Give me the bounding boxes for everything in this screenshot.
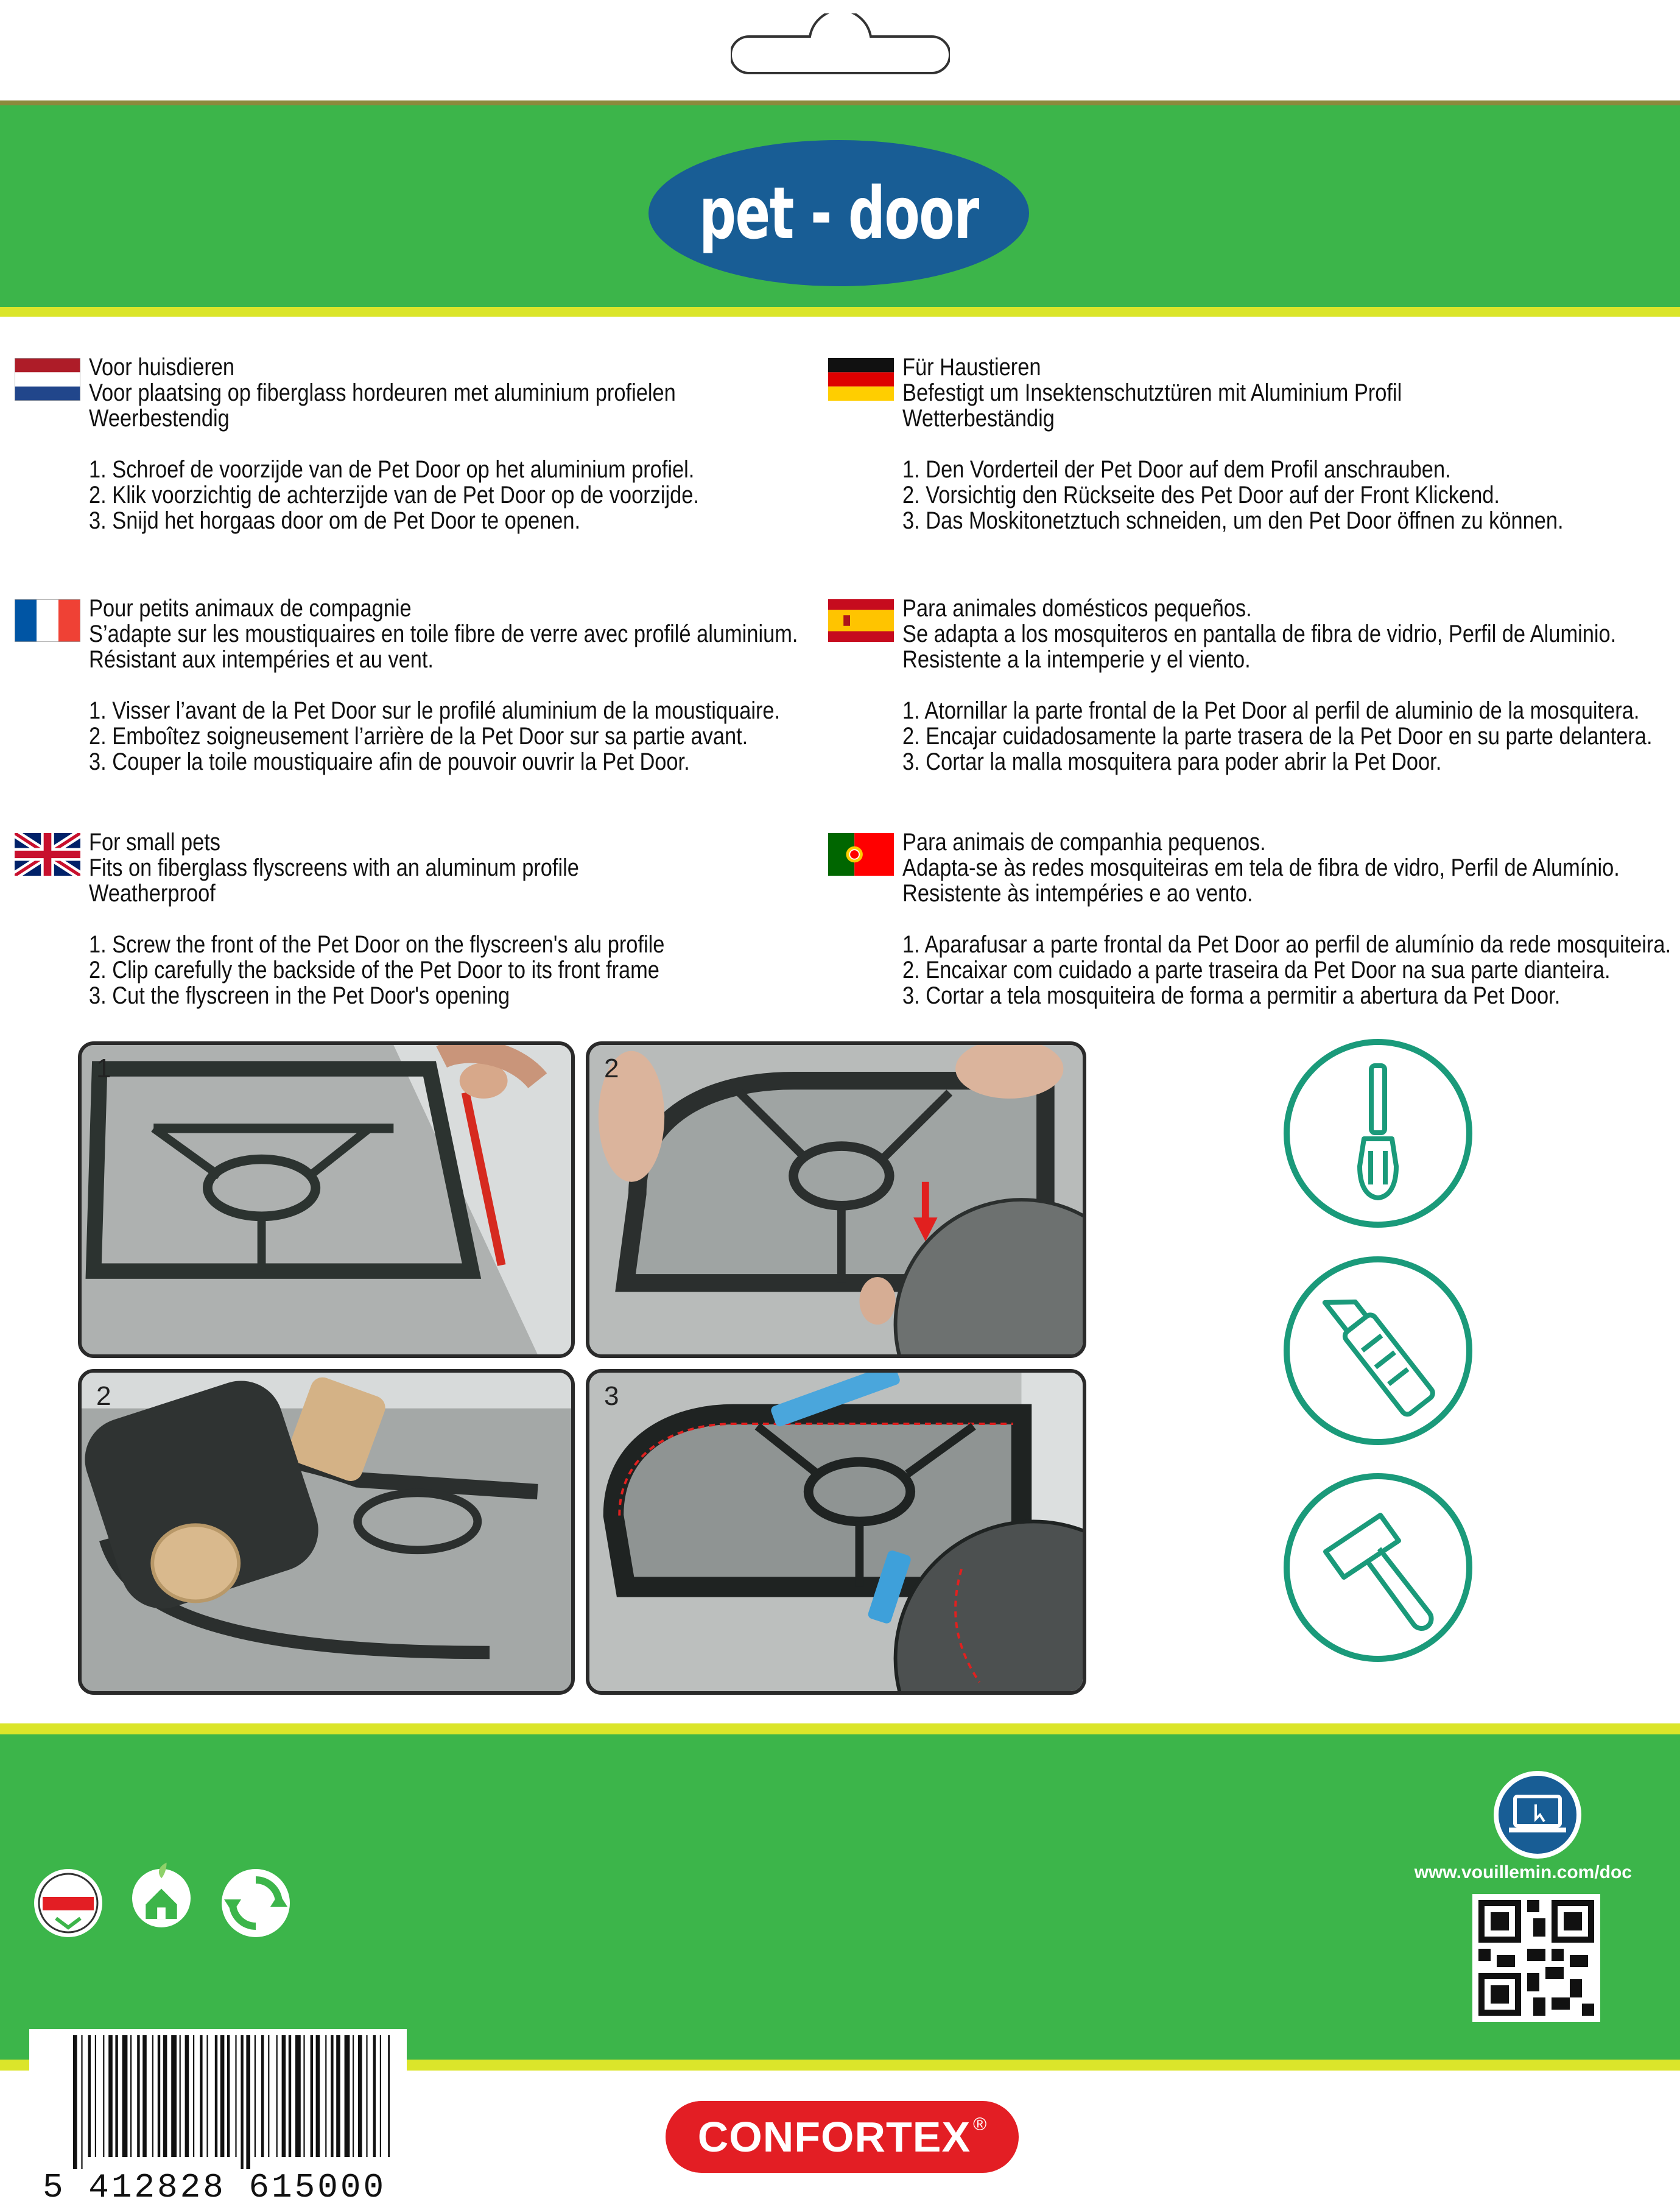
lang-line: Resistente às intempéries e ao vento.	[902, 880, 1253, 907]
instruction-step: 3. Snijd het horgaas door om de Pet Door te openen.	[89, 507, 581, 534]
lang-line: Fits on fiberglass flyscreens with an aluminum profile	[89, 854, 579, 881]
lang-heading: Für Haustieren	[902, 354, 1041, 381]
lang-heading: Pour petits animaux de compagnie	[89, 595, 412, 622]
cutter-knife-icon	[1283, 1256, 1473, 1446]
flag-gb-icon	[15, 833, 80, 876]
eco-house-icon	[125, 1857, 198, 1930]
step-photo-clip	[586, 1041, 1086, 1358]
step-photo-cut	[586, 1369, 1086, 1695]
brand-oval	[648, 140, 1029, 286]
flag-de-icon	[828, 358, 894, 401]
step-photo-screw	[78, 1041, 575, 1358]
website-url[interactable]: www.vouillemin.com/doc	[1414, 1862, 1632, 1882]
instruction-step: 1. Den Vorderteil der Pet Door auf dem Profil anschrauben.	[902, 456, 1451, 483]
step-photo-hammer	[78, 1369, 575, 1695]
registered-mark: ®	[973, 2114, 987, 2134]
instruction-step: 2. Encaixar com cuidado a parte traseira da Pet Door na sua parte dianteira.	[902, 957, 1611, 984]
screwing-front-frame-image	[82, 1045, 571, 1354]
instruction-step: 2. Klik voorzichtig de achterzijde van de Pet Door op de voorzijde.	[89, 482, 699, 509]
barcode-bars	[73, 2035, 390, 2169]
flag-es-icon	[828, 599, 894, 642]
lang-heading: Para animais de companhia pequenos.	[902, 829, 1266, 856]
tapping-with-mallet-image	[82, 1373, 571, 1691]
lang-line: S’adapte sur les moustiquaires en toile fibre de verre avec profilé aluminium.	[89, 621, 798, 647]
lang-line: Weerbestendig	[89, 405, 230, 432]
computer-screen-icon	[1492, 1769, 1583, 1860]
step-number: 2	[604, 1054, 619, 1083]
logo-text: CONFORTEX	[697, 2113, 971, 2161]
recycle-icon	[219, 1867, 292, 1940]
lang-heading: For small pets	[89, 829, 221, 856]
instruction-step: 3. Cut the flyscreen in the Pet Door's opening	[89, 982, 510, 1009]
lang-line: Adapta-se às redes mosquiteiras em tela de fibra de vidro, Perfil de Alumínio.	[902, 854, 1620, 881]
instruction-step: 3. Das Moskitonetztuch schneiden, um den Pet Door öffnen zu können.	[902, 507, 1564, 534]
instruction-step: 1. Visser l’avant de la Pet Door sur le profilé aluminium de la moustiquaire.	[89, 697, 781, 724]
flag-nl-icon	[15, 358, 80, 401]
instruction-step: 1. Screw the front of the Pet Door on the flyscreen's alu profile	[89, 931, 665, 958]
step-number: 3	[604, 1381, 619, 1411]
confortex-logo	[666, 2101, 1019, 2173]
screwdriver-icon	[1283, 1038, 1473, 1228]
instruction-step: 2. Clip carefully the backside of the Pet Door to its front frame	[89, 957, 659, 984]
lang-line: Wetterbeständig	[902, 405, 1055, 432]
qr-code-icon[interactable]	[1472, 1894, 1600, 2022]
mallet-icon	[1283, 1473, 1473, 1663]
lang-line: Voor plaatsing op fiberglass hordeuren met aluminium profielen	[89, 379, 676, 406]
instruction-step: 1. Atornillar la parte frontal de la Pet Door al perfil de aluminio de la mosquitera.	[902, 697, 1640, 724]
lang-line: Weatherproof	[89, 880, 216, 907]
flag-fr-icon	[15, 599, 80, 642]
lang-line: Resistente a la intemperie y el viento.	[902, 646, 1251, 673]
instruction-step: 3. Cortar a tela mosquiteira de forma a permitir a abertura da Pet Door.	[902, 982, 1561, 1009]
cutting-flyscreen-image	[589, 1373, 1083, 1691]
lang-heading: Voor huisdieren	[89, 354, 235, 381]
instruction-step: 3. Cortar la malla mosquitera para poder abrir la Pet Door.	[902, 748, 1442, 775]
lang-heading: Para animales domésticos pequeños.	[902, 595, 1252, 622]
step-number: 2	[96, 1381, 111, 1411]
clipping-back-frame-image	[589, 1045, 1083, 1354]
barcode-number: 5 412828 615000	[43, 2168, 387, 2207]
lang-line: Se adapta a los mosquiteros en pantalla de fibra de vidrio, Perfil de Aluminio.	[902, 621, 1617, 647]
instruction-step: 3. Couper la toile moustiquaire afin de pouvoir ouvrir la Pet Door.	[89, 748, 690, 775]
quality-product-badge-icon	[32, 1867, 105, 1940]
product-title: pet - door	[699, 171, 979, 255]
hang-tab	[731, 13, 950, 79]
instruction-step: 1. Schroef de voorzijde van de Pet Door op het aluminium profiel.	[89, 456, 695, 483]
lang-line: Befestigt um Insektenschutztüren mit Aluminium Profil	[902, 379, 1402, 406]
flag-pt-icon	[828, 833, 894, 876]
lang-line: Résistant aux intempéries et au vent.	[89, 646, 434, 673]
instruction-step: 2. Vorsichtig den Rückseite des Pet Door auf der Front Klickend.	[902, 482, 1500, 509]
instruction-step: 1. Aparafusar a parte frontal da Pet Door ao perfil de alumínio da rede mosquiteira.	[902, 931, 1671, 958]
instruction-step: 2. Encajar cuidadosamente la parte trasera de la Pet Door en su parte delantera.	[902, 723, 1653, 750]
step-number: 1	[96, 1054, 111, 1083]
instruction-step: 2. Emboîtez soigneusement l’arrière de la Pet Door sur sa partie avant.	[89, 723, 748, 750]
